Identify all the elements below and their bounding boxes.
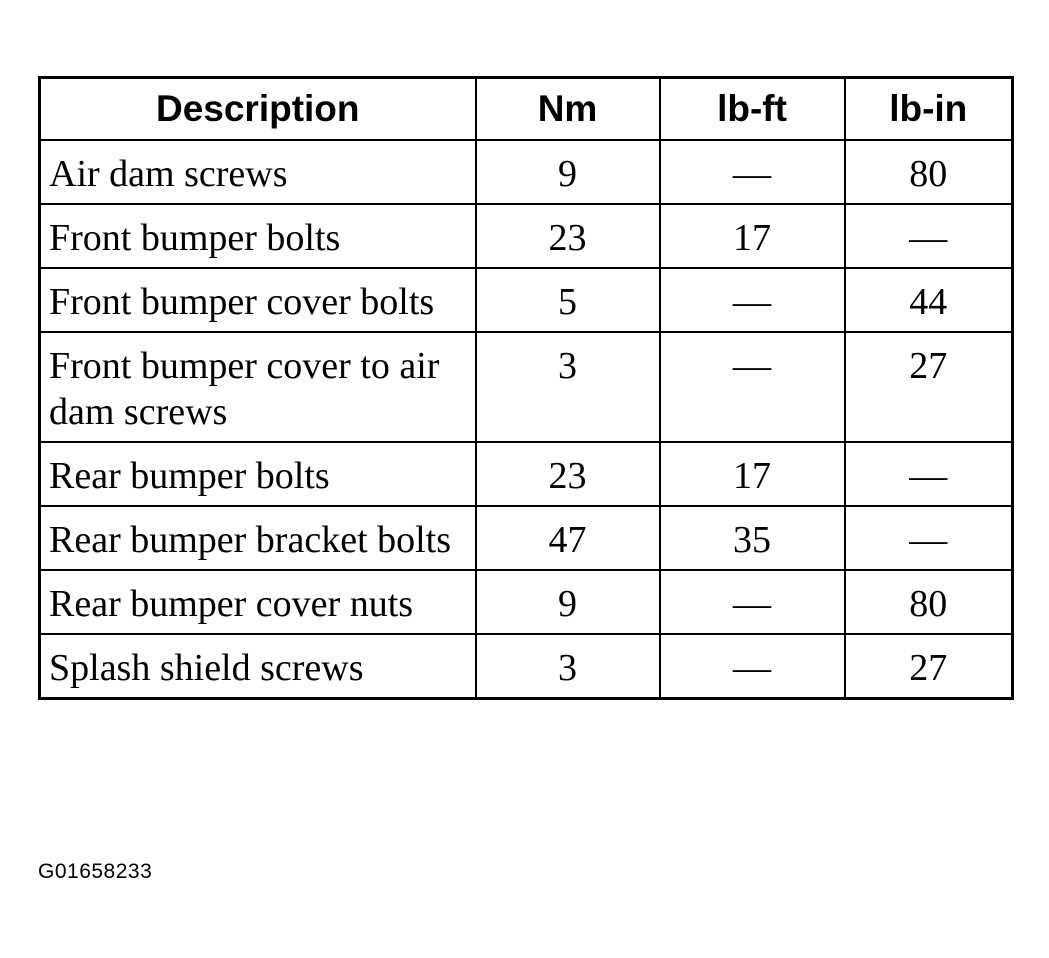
row-lb-in: 44 xyxy=(845,268,1013,332)
row-lb-ft: — xyxy=(660,332,845,442)
row-description: Air dam screws xyxy=(40,140,476,204)
figure-id: G01658233 xyxy=(38,860,153,883)
row-lb-ft: — xyxy=(660,570,845,634)
row-lb-ft: 17 xyxy=(660,442,845,506)
row-nm: 23 xyxy=(476,204,660,268)
row-description: Front bumper cover to air dam screws xyxy=(40,332,476,442)
row-lb-in: 27 xyxy=(845,634,1013,699)
table-row xyxy=(40,506,1013,570)
row-nm: 9 xyxy=(476,570,660,634)
row-description: Front bumper bolts xyxy=(40,204,476,268)
row-nm: 9 xyxy=(476,140,660,204)
row-nm: 23 xyxy=(476,442,660,506)
row-lb-ft: 35 xyxy=(660,506,845,570)
table-row xyxy=(40,442,1013,506)
table-row xyxy=(40,204,1013,268)
row-lb-in: 80 xyxy=(845,570,1013,634)
row-description: Splash shield screws xyxy=(40,634,476,699)
table-row xyxy=(40,634,1013,699)
table-header-row xyxy=(40,78,1013,141)
row-description: Rear bumper bolts xyxy=(40,442,476,506)
row-nm: 3 xyxy=(476,634,660,699)
row-nm: 47 xyxy=(476,506,660,570)
row-nm: 3 xyxy=(476,332,660,442)
row-description: Rear bumper bracket bolts xyxy=(40,506,476,570)
row-lb-ft: 17 xyxy=(660,204,845,268)
row-lb-in: 80 xyxy=(845,140,1013,204)
header-nm: Nm xyxy=(476,78,660,141)
row-nm: 5 xyxy=(476,268,660,332)
table-row xyxy=(40,570,1013,634)
row-lb-in: — xyxy=(845,506,1013,570)
row-description: Rear bumper cover nuts xyxy=(40,570,476,634)
header-description: Description xyxy=(40,78,476,141)
header-lb-ft: lb-ft xyxy=(660,78,845,141)
torque-spec-table xyxy=(38,76,1014,700)
table-row xyxy=(40,140,1013,204)
row-lb-in: — xyxy=(845,204,1013,268)
table-row xyxy=(40,268,1013,332)
row-lb-ft: — xyxy=(660,140,845,204)
table-row xyxy=(40,332,1013,442)
row-lb-ft: — xyxy=(660,634,845,699)
header-lb-in: lb-in xyxy=(845,78,1013,141)
row-lb-ft: — xyxy=(660,268,845,332)
row-lb-in: — xyxy=(845,442,1013,506)
row-description: Front bumper cover bolts xyxy=(40,268,476,332)
row-lb-in: 27 xyxy=(845,332,1013,442)
